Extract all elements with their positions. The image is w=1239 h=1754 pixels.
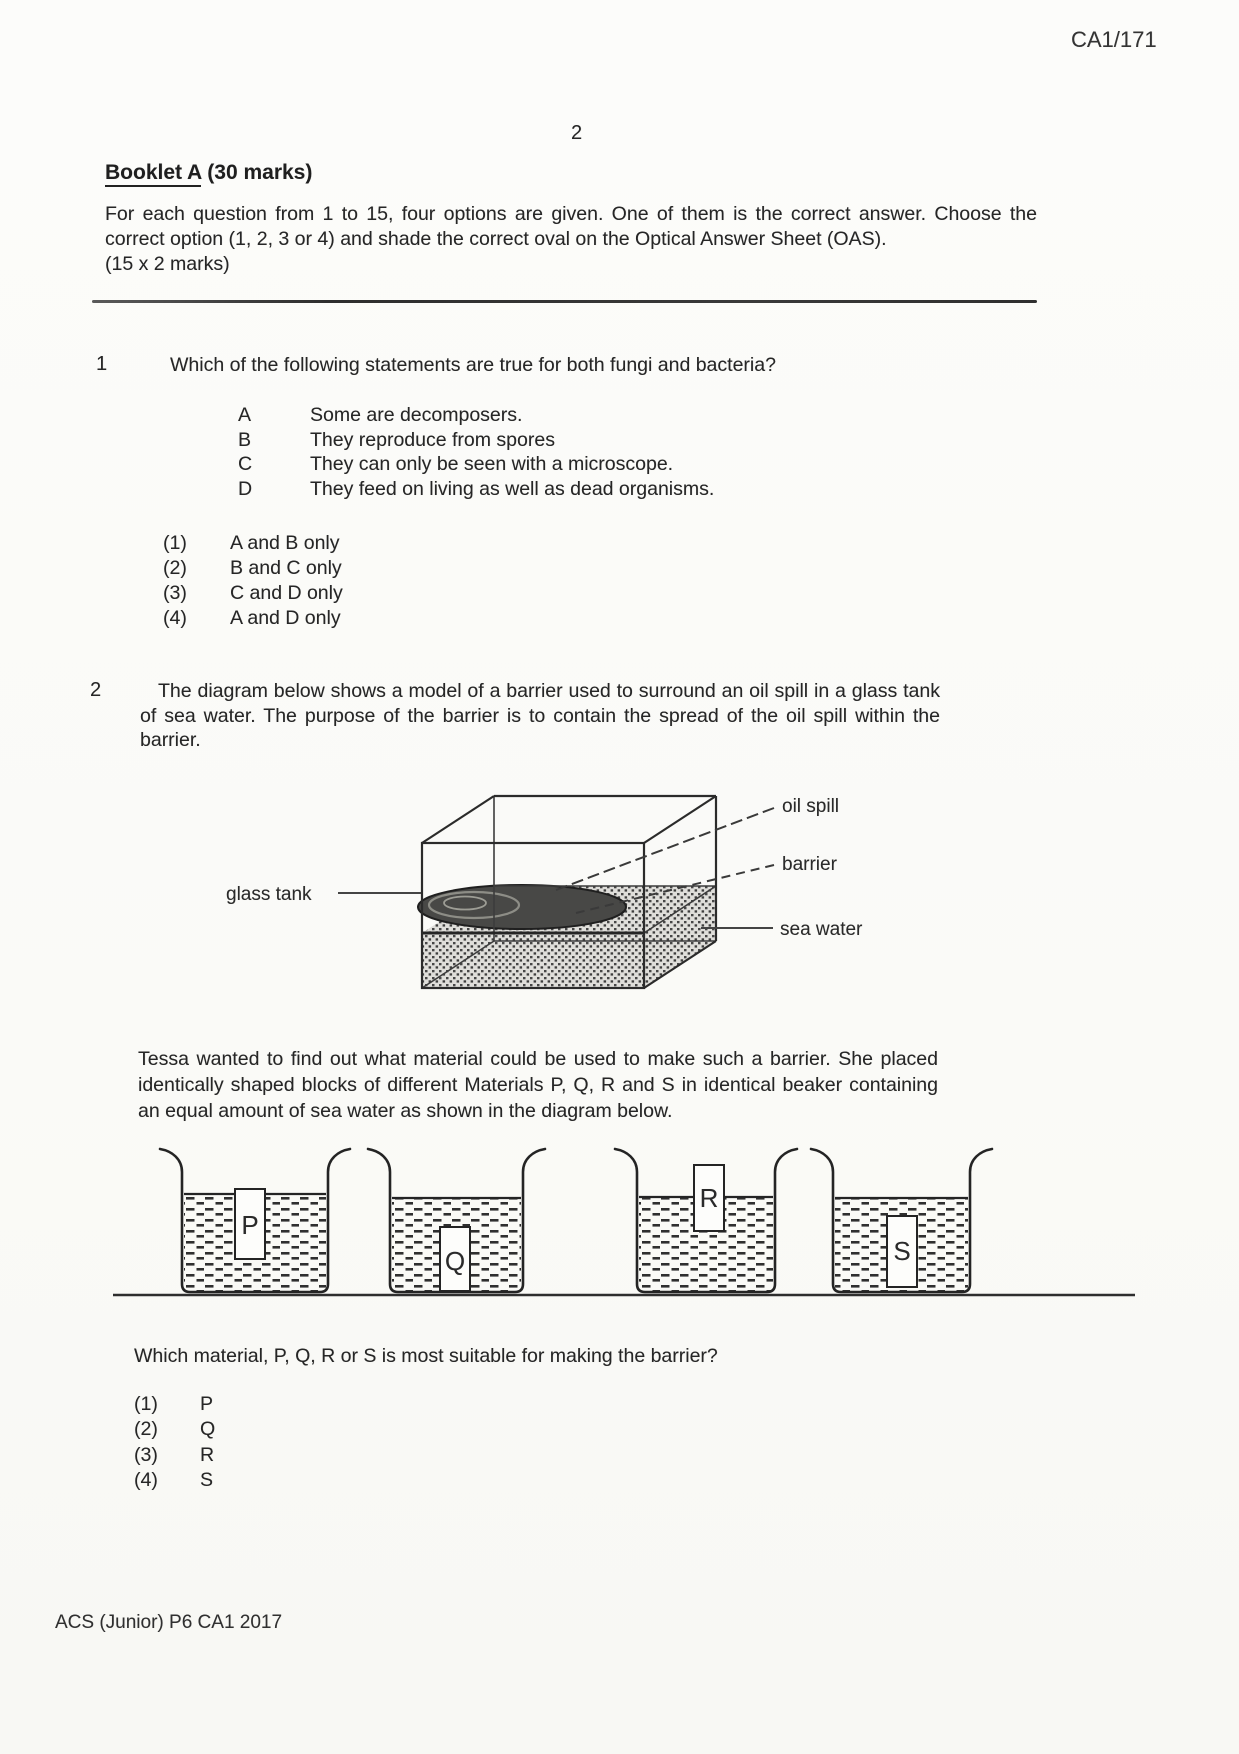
option-text: A and B only: [230, 532, 340, 554]
option-row-1: [134, 1392, 215, 1417]
option-label: (4): [134, 1468, 158, 1491]
option-row-4: [163, 606, 343, 631]
question-2-text: Which material, P, Q, R or S is most suitable for making the barrier?: [134, 1345, 718, 1367]
option-row-3: [163, 581, 343, 606]
beaker-1: [160, 1149, 350, 1292]
option-label: (2): [134, 1418, 158, 1441]
material-label-q: Q: [444, 1246, 466, 1276]
sea-water-label: sea water: [780, 919, 863, 940]
statement-label: A: [238, 404, 252, 426]
statement-label: B: [238, 428, 252, 451]
glass-tank-diagram: [222, 780, 902, 1005]
question-1-text: Which of the following statements are true for both fungi and bacteria?: [170, 354, 776, 376]
beaker-3: [615, 1149, 797, 1292]
oil-spill-label: oil spill: [782, 796, 840, 817]
statement-label: C: [238, 453, 253, 476]
beaker-4: [811, 1149, 992, 1292]
statement-row-a: [238, 403, 714, 428]
tessa-paragraph: Tessa wanted to find out what material could be used to make such a barrier. She placed identically shaped blocks of different Materials P, Q, R and S in identical beaker containing an equal amount of sea water as shown in the diagram below.: [138, 1048, 938, 1122]
booklet-marks: (30 marks): [207, 161, 313, 184]
statement-row-c: [238, 452, 714, 477]
option-label: (1): [134, 1393, 158, 1415]
option-row-2: [163, 556, 343, 581]
material-label-s: S: [893, 1236, 911, 1266]
statement-text: They can only be seen with a microscope.: [310, 453, 674, 476]
option-row-3: [134, 1443, 215, 1468]
option-row-1: [163, 531, 343, 556]
option-label: (3): [134, 1443, 158, 1466]
option-text: A and D only: [230, 607, 341, 629]
statement-text: They reproduce from spores: [310, 428, 555, 451]
question-1-statements: [238, 403, 714, 501]
statement-text: They feed on living as well as dead organisms.: [310, 477, 715, 500]
oil-spill-leader: [556, 808, 774, 890]
material-label-r: R: [699, 1183, 719, 1213]
question-1-number: 1: [96, 353, 108, 375]
section-divider: [92, 300, 1037, 303]
question-2-options: [134, 1392, 215, 1493]
question-1-options: [163, 531, 343, 631]
material-label-p: P: [241, 1210, 259, 1240]
barrier-label: barrier: [782, 854, 837, 875]
statement-text: Some are decomposers.: [310, 404, 523, 426]
statement-row-d: [238, 477, 714, 502]
option-label: (3): [163, 582, 187, 604]
booklet-title: Booklet A: [105, 161, 201, 187]
exam-code: CA1/171: [1071, 27, 1157, 52]
beaker-2: [368, 1149, 545, 1292]
footer-text: ACS (Junior) P6 CA1 2017: [55, 1612, 283, 1633]
glass-tank-label: glass tank: [226, 884, 312, 905]
option-row-4: [134, 1468, 215, 1493]
option-label: (4): [163, 607, 187, 629]
question-2-number: 2: [90, 679, 102, 701]
option-text: R: [200, 1443, 215, 1466]
question-2-intro: The diagram below shows a model of a barrier used to surround an oil spill in a glass tank of sea water. The purpose of the barrier is to contain the spread of the oil spill within the barrier.: [140, 680, 940, 751]
booklet-heading: [105, 161, 312, 185]
option-text: B and C only: [230, 557, 342, 579]
oil-spill-blob: [418, 885, 626, 929]
option-label: (1): [163, 532, 187, 554]
option-text: S: [200, 1468, 214, 1491]
statement-label: D: [238, 477, 253, 500]
option-text: P: [200, 1393, 214, 1415]
option-label: (2): [163, 557, 187, 579]
beakers-diagram: [110, 1140, 1190, 1305]
page-number: 2: [571, 122, 583, 144]
option-text: Q: [200, 1418, 216, 1441]
instructions-paragraph: For each question from 1 to 15, four options are given. One of them is the correct answer. Choose the correct option (1, 2, 3 or 4) and shade the correct oval on the Optical Answer Sheet (OAS).: [105, 203, 1037, 250]
statement-row-b: [238, 428, 714, 453]
marks-note: (15 x 2 marks): [105, 253, 230, 275]
option-row-2: [134, 1417, 215, 1442]
option-text: C and D only: [230, 582, 343, 604]
